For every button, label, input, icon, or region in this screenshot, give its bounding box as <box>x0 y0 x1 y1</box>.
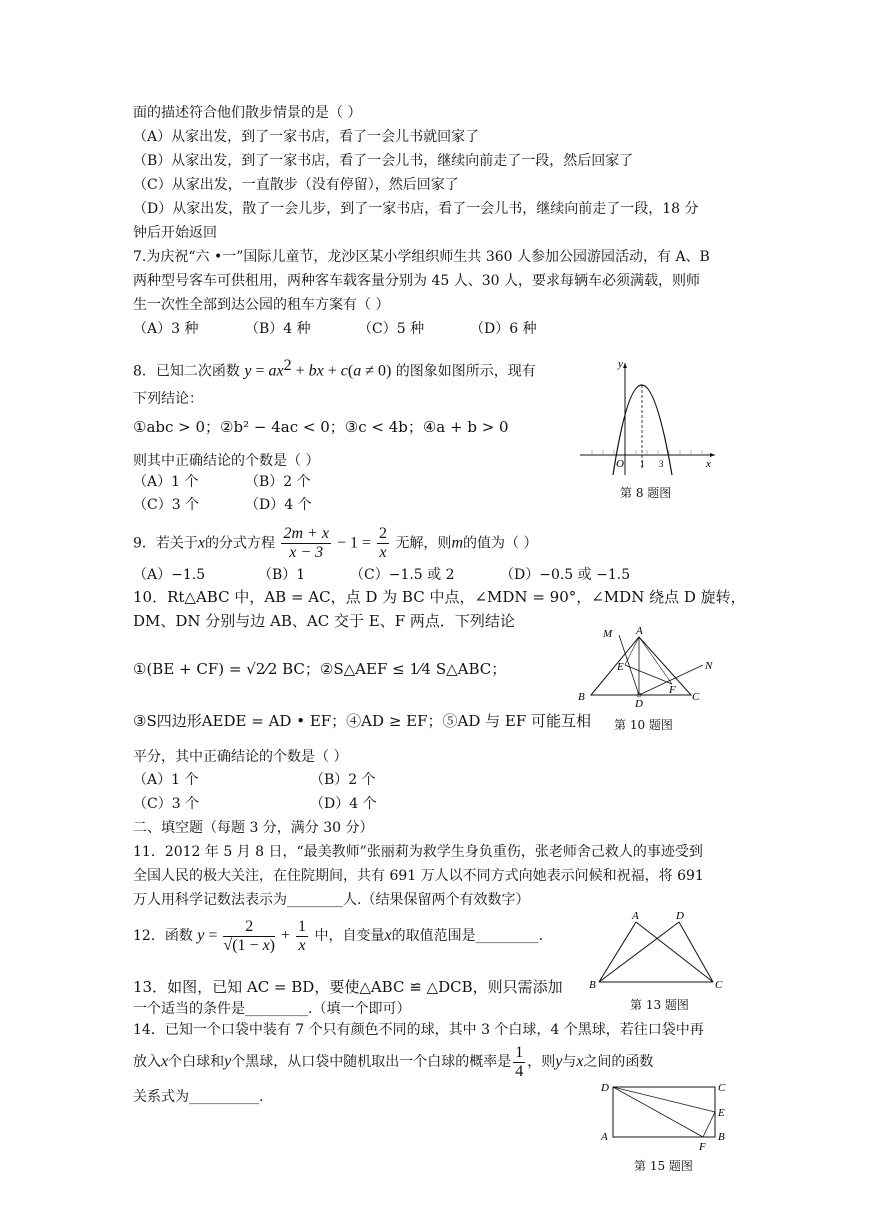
q11-stem-line3: 万人用科学记数法表示为________人.（结果保留两个有效数字） <box>133 892 530 908</box>
q10-figure-caption: 第 10 题图 <box>614 718 673 732</box>
q6-option-d-line2: 钟后开始返回 <box>133 225 217 241</box>
q6-stem-tail: 面的描述符合他们散步情景的是（ ） <box>133 105 362 121</box>
q15-figure-caption: 第 15 题图 <box>634 1159 693 1173</box>
q15-label-e: E <box>718 1107 725 1119</box>
q7-option-a: （A）3 种 <box>133 321 199 337</box>
q8-parabola-figure <box>580 355 720 480</box>
q7-option-c: （C）5 种 <box>358 321 425 337</box>
q13-segment-bd <box>599 922 679 982</box>
q10-conclusions-1-2: ①(BE + CF) = √2⁄2 BC；②S△AEF ≤ 1⁄4 S△ABC； <box>133 660 507 678</box>
q10-triangle-abc <box>591 637 691 695</box>
q8-stem-line1 <box>133 357 536 381</box>
q10-label-m: M <box>603 628 613 640</box>
q12-fraction-1: $\frac{2}{√(1 - x)}$ <box>223 917 275 954</box>
q14-p4: ，则 <box>527 1054 556 1070</box>
q10-label-b: B <box>578 691 585 703</box>
q10-option-a: （A）1 个 <box>133 772 199 788</box>
q8-formula-cond: (a ≠ 0) <box>347 362 392 380</box>
q6-option-b: （B）从家出发，到了一家书店，看了一会儿书，继续向前走了一段，然后回家了 <box>133 153 634 169</box>
q7-stem-line3: 生一次性全部到达公园的租车方案有（ ） <box>133 297 390 313</box>
q6-option-a: （A）从家出发，到了一家书店，看了一会儿书就回家了 <box>133 129 480 145</box>
q10-label-e: E <box>617 661 624 673</box>
q13-figure <box>585 910 730 990</box>
q13-stem-line1: 13．如图，已知 AC = BD，要使△ABC ≌ △DCB，则只需添加 <box>133 978 563 996</box>
q14-stem-line1: 14．已知一个口袋中装有 7 个只有颜色不同的球，其中 3 个白球，4 个黑球，若往口袋中再 <box>133 1022 704 1038</box>
q8-formula-plus2: + <box>323 362 341 380</box>
q10-stem-line1: 10．Rt△ABC 中，AB = AC，点 D 为 BC 中点，∠MDN = 90°，∠MDN 绕点 D 旋转， <box>133 588 746 606</box>
q14-var-y: y <box>224 1053 232 1070</box>
q7-stem-line2: 两种型号客车可供租用，两种客车载客量分别为 45 人、30 人，要求每辆车必须满载，则师 <box>133 273 700 289</box>
q15-rectangle-figure <box>595 1078 735 1153</box>
q14-p6: 之间的函数 <box>583 1054 654 1070</box>
q12-suffix: 的取值范围是_________. <box>391 928 544 944</box>
q9-suffix: 的值为（ ） <box>463 535 538 552</box>
q9-option-d: （D）−0.5 或 −1.5 <box>500 567 631 583</box>
q14-p1: 放入 <box>133 1054 161 1070</box>
q15-label-a: A <box>601 1131 608 1143</box>
q6-option-d-line1: （D）从家出发，散了一会儿步，到了一家书店，看了一会儿书，继续向前走了一段，18 分 <box>133 201 699 217</box>
q9-fraction-1: $\frac{2m + x}{x - 3}$ <box>283 525 329 561</box>
q10-triangle-figure <box>575 625 725 710</box>
q10-label-n: N <box>705 660 713 672</box>
q8-option-a: （A）1 个 <box>133 474 199 490</box>
q8-function-formula: y <box>244 362 252 380</box>
q14-var-x2: x <box>576 1053 584 1070</box>
q8-formula-bx: bx <box>308 362 324 380</box>
q12-mid: 中，自变量 <box>314 928 385 944</box>
q10-option-c: （C）3 个 <box>133 796 200 812</box>
q13-label-b: B <box>589 979 596 990</box>
q10-stem-line2: DM、DN 分别与边 AB、AC 交于 E、F 两点．下列结论 <box>133 612 515 630</box>
q15-label-d: D <box>601 1082 609 1094</box>
q13-stem-line2: 一个适当的条件是_________.（填一个即可） <box>133 1001 411 1017</box>
q8-stem-line4: 则其中正确结论的个数是（ ） <box>133 453 320 469</box>
q13-label-c: C <box>715 979 723 990</box>
q13-segment-dc <box>679 922 713 982</box>
q9-prefix: 9．若关于 <box>133 535 198 552</box>
q8-tick-1: 1 <box>640 459 645 469</box>
q8-formula-c: c <box>340 362 348 380</box>
q9-mid: 的分式方程 <box>205 535 276 552</box>
q13-segment-ac <box>636 922 713 982</box>
q12-fraction-2: $\frac{1}{x}$ <box>298 917 307 954</box>
q12-stem <box>133 916 543 956</box>
q8-formula-sq: 2 <box>283 357 292 374</box>
q8-option-c: （C）3 个 <box>133 497 200 513</box>
q10-conclusions-3-5: ③S四边形AEDE = AD • EF；④AD ≥ EF；⑤AD 与 EF 可能互相 <box>133 712 592 730</box>
q9-option-a: （A）−1.5 <box>133 567 206 583</box>
q13-label-a: A <box>632 910 639 922</box>
q15-label-b: B <box>718 1131 725 1143</box>
q8-stem-line2: 下列结论： <box>133 391 203 407</box>
q9-var-x: x <box>197 534 206 552</box>
q10-label-d: D <box>635 698 643 710</box>
q12-plus: + <box>277 927 295 944</box>
q14-stem-line3: 关系式为__________. <box>133 1089 264 1105</box>
q14-var-x: x <box>161 1053 169 1070</box>
q15-rectangle-abcd <box>613 1087 715 1137</box>
q8-axis-x-label: x <box>706 458 711 470</box>
q15-segment-de <box>613 1087 715 1112</box>
q12-var-x: x <box>384 927 392 944</box>
q15-label-c: C <box>718 1082 726 1094</box>
q10-label-a: A <box>636 625 643 637</box>
q8-axis-y-label: y <box>618 358 623 370</box>
q9-text: 无解，则 <box>395 535 452 552</box>
q10-option-d: （D）4 个 <box>310 796 377 812</box>
q7-option-d: （D）6 种 <box>470 321 537 337</box>
q13-segment-ba <box>599 922 636 982</box>
q8-x-axis-arrow <box>710 453 715 457</box>
q8-stem-prefix: 8．已知二次函数 <box>133 363 240 380</box>
q14-p3: 个黑球，从口袋中随机取出一个白球的概率是 <box>231 1054 512 1070</box>
q8-origin-label: O <box>616 458 624 470</box>
q8-option-d: （D）4 个 <box>245 497 312 513</box>
q10-label-f: F <box>669 684 676 696</box>
q10-label-c: C <box>692 691 700 703</box>
q8-y-axis-arrow <box>623 363 627 368</box>
q8-option-b: （B）2 个 <box>245 474 311 490</box>
q8-conclusions: ①abc > 0；②b² − 4ac < 0；③c < 4b；④a + b > 0 <box>133 418 509 436</box>
q8-formula-a: ax <box>268 362 284 380</box>
q11-stem-line2: 全国人民的极大关注，在住院期间，共有 691 万人以不同方式向她表示问候和祝福，将 691 <box>133 868 704 884</box>
q9-stem <box>133 525 537 559</box>
q12-prefix: 12．函数 <box>133 928 193 944</box>
q14-p5: 与 <box>562 1054 577 1070</box>
q10-option-b: （B）2 个 <box>310 772 376 788</box>
q15-segment-fe <box>703 1112 715 1137</box>
q14-stem-line2 <box>133 1042 653 1082</box>
q14-p2: 个白球和 <box>168 1054 225 1070</box>
q6-option-c: （C）从家出发，一直散步（没有停留），然后回家了 <box>133 177 459 193</box>
q9-option-c: （C）−1.5 或 2 <box>350 567 455 583</box>
q8-formula-eq: = <box>251 362 269 380</box>
q8-tick-3: 3 <box>659 459 664 469</box>
q13-label-d: D <box>676 910 684 922</box>
q11-stem-line1: 11．2012 年 5 月 8 日，“最美教师”张丽莉为救学生身负重伤，张老师舍己救人的事迹受到 <box>133 844 703 860</box>
q13-figure-caption: 第 13 题图 <box>630 998 689 1012</box>
q9-minus-one: − 1 = <box>332 534 375 552</box>
q15-label-f: F <box>699 1141 706 1153</box>
q14-var-y2: y <box>555 1053 563 1070</box>
q10-stem-line5: 平分，其中正确结论的个数是（ ） <box>133 749 348 765</box>
q8-stem-suffix: 的图象如图所示，现有 <box>395 363 536 380</box>
q8-grid <box>592 450 702 455</box>
q12-func-y: y <box>197 927 205 944</box>
q7-stem-line1: 7.为庆祝“六 •一”国际儿童节，龙沙区某小学组织师生共 360 人参加公园游园活动，有 A、B <box>133 249 710 265</box>
section-2-heading: 二、填空题（每题 3 分，满分 30 分） <box>133 820 374 836</box>
q14-probability: $\frac{1}{4}$ <box>515 1043 524 1080</box>
q8-formula-plus1: + <box>291 362 309 380</box>
q12-eq: = <box>204 927 222 944</box>
q9-fraction-2: $\frac{2}{x}$ <box>378 525 387 561</box>
q9-var-m: m <box>451 534 463 552</box>
q15-segment-df <box>613 1087 703 1137</box>
q9-option-b: （B）1 <box>258 567 306 583</box>
q8-figure-caption: 第 8 题图 <box>620 486 672 500</box>
q7-option-b: （B）4 种 <box>245 321 311 337</box>
